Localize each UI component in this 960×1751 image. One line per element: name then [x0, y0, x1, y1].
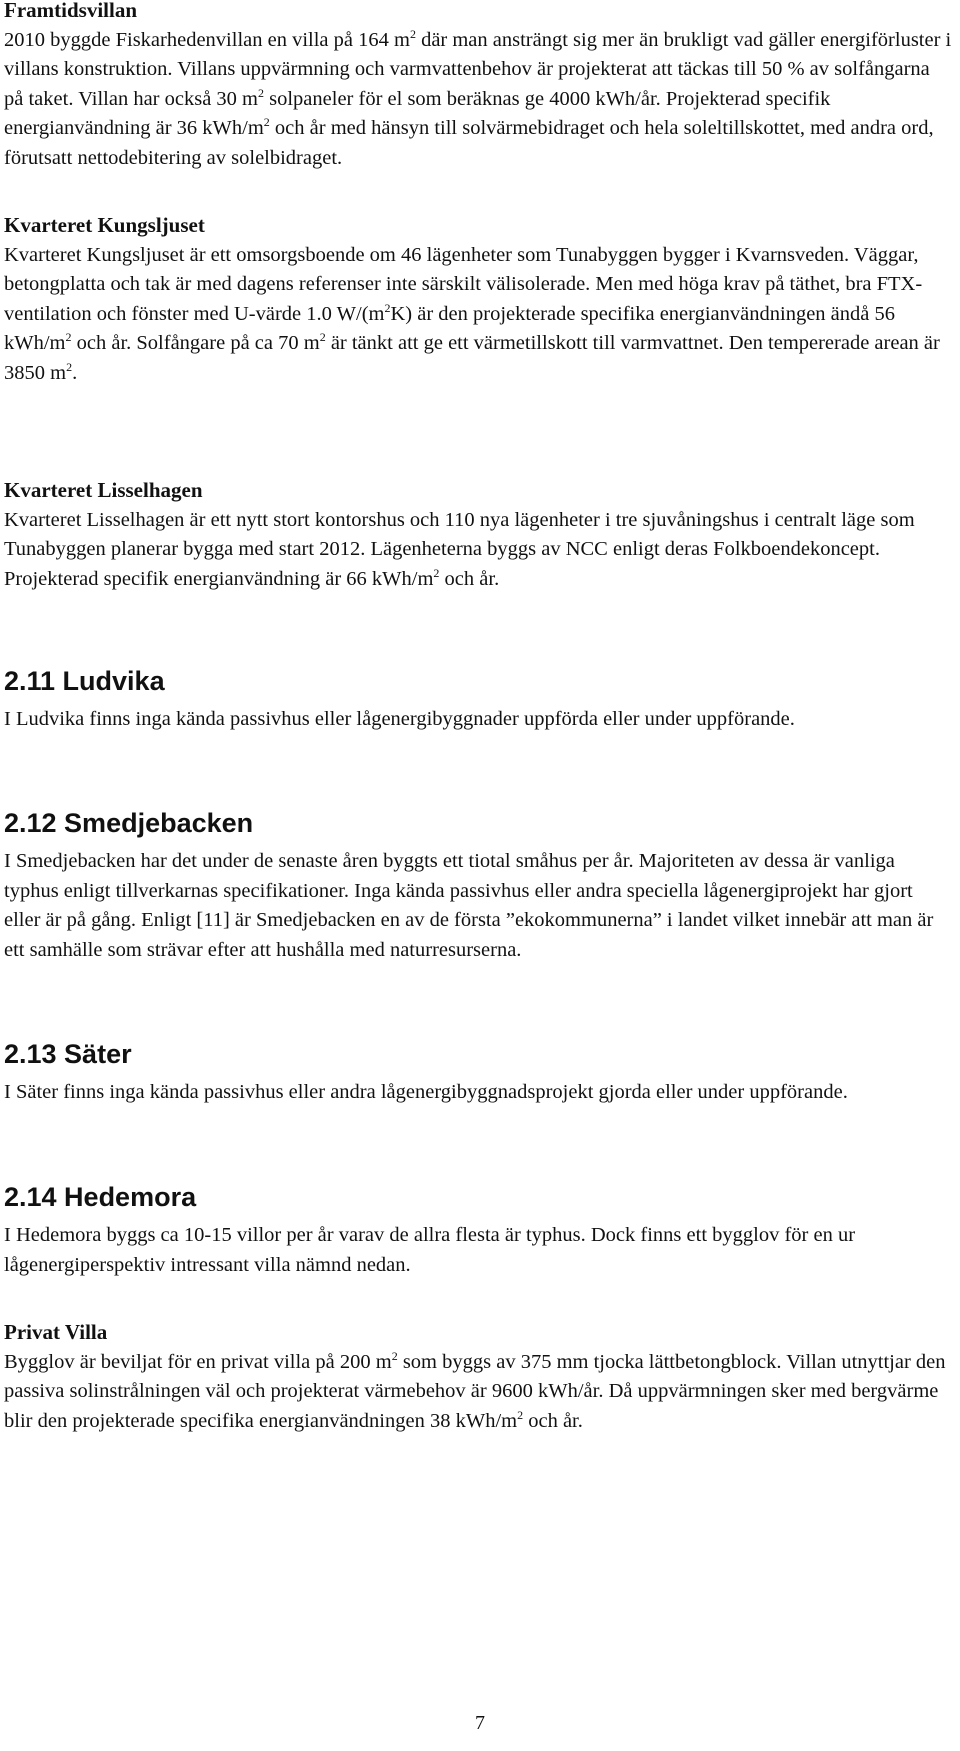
section-hedemora	[4, 1181, 952, 1280]
heading-lisselhagen: Kvarteret Lisselhagen	[4, 478, 203, 502]
paragraph-framtidsvillan	[4, 26, 952, 174]
superscript: 2	[433, 565, 440, 580]
section-lisselhagen	[4, 476, 952, 594]
heading-ludvika: 2.11 Ludvika	[4, 666, 165, 696]
text-run: som byggs av 375 mm tjocka lättbetongblock. Villan utnyttjar den passiva solinstrålningen väl och projekterat värmebehov är 9600 kWh/år. Då uppvärmningen sker med bergvärme blir den projekterade specifika energianvändningen 38 kWh/m	[4, 1350, 946, 1432]
paragraph-lisselhagen	[4, 506, 952, 595]
text-run: är tänkt att ge ett värmetillskott till varmvattnet. Den tempererade arean är 3850 m	[4, 332, 940, 384]
superscript: 2	[258, 85, 264, 100]
text-run: .	[72, 361, 78, 384]
superscript: 2	[409, 26, 416, 41]
heading-sater: 2.13 Säter	[4, 1039, 132, 1069]
text-run: där man ansträngt sig mer än brukligt vad gäller energiförluster i villans konstruktion. Villans uppvärmning och varmvattenbehov är projekterat att täckas till 50 % av solfångarna på taket. Villan har också 30 m	[4, 28, 952, 110]
heading-kungsljuset: Kvarteret Kungsljuset	[4, 213, 205, 237]
text-run: Kvarteret Kungsljuset är ett omsorgsboende om 46 lägenheter som Tunabyggen bygger i Kvarnsveden. Väggar, betongplatta och tak är med dagens referenser inte särskilt välisolerade. Men med höga krav på täthet, bra FTX-ventilation och fönster med U-värde 1.0 W/(m	[4, 243, 923, 325]
text-run: och år. Solfångare på ca 70 m	[71, 332, 320, 354]
text-run: och år.	[523, 1409, 583, 1432]
superscript: 2	[66, 359, 73, 374]
text-run: 2010 byggde Fiskarhedenvillan en villa på 164 m	[4, 28, 410, 51]
text-run: K) är den projekterade specifika energianvändningen ändå 56 kWh/m	[4, 302, 895, 354]
section-framtidsvillan	[4, 0, 952, 173]
section-ludvika	[4, 665, 952, 735]
text-run: Kvarteret Lisselhagen är ett nytt stort kontorshus och 110 nya lägenheter i tre sjuvåningshus i centralt läge som Tunabyggen planerar bygga med start 2012. Lägenheterna byggs av NCC enligt deras Folkboendekoncept. Projekterad specifik energianvändning är 66 kWh/m	[4, 508, 915, 590]
superscript: 2	[319, 330, 326, 344]
heading-hedemora: 2.14 Hedemora	[4, 1182, 197, 1212]
text-run: Bygglov är beviljat för en privat villa på 200 m	[4, 1350, 392, 1373]
superscript: 2	[391, 1348, 398, 1363]
text-run: Projekterad specifik energianvändning är 36 kWh/m	[4, 87, 831, 139]
section-privat-villa	[4, 1318, 952, 1436]
paragraph-smedjebacken: I Smedjebacken har det under de senaste åren byggts ett tiotal småhus per år. Majoriteten av dessa är vanliga typhus enligt tillverkarnas specifikationer. Inga kända passivhus eller andra speciella lågenergiprojekt har gjort eller är på gång. Enligt [11] är Smedjebacken en av de första ”ekokommunerna” i landet vilket innebär att man är ett samhälle som strävar efter att hushålla med naturresurserna.	[4, 850, 934, 961]
paragraph-ludvika: I Ludvika finns inga kända passivhus eller lågenergibyggnader uppförda eller under uppförande.	[4, 708, 795, 730]
section-smedjebacken	[4, 807, 952, 965]
heading-privat-villa: Privat Villa	[4, 1320, 108, 1344]
superscript: 2	[517, 1407, 524, 1422]
text-run: och år med hänsyn till solvärmebidraget och hela soleltillskottet, med andra ord, förutsatt nettodebitering av solelbidraget.	[4, 117, 934, 169]
paragraph-privat-villa	[4, 1348, 952, 1437]
paragraph-kungsljuset	[4, 241, 952, 389]
superscript: 2	[384, 300, 391, 315]
paragraph-sater: I Säter finns inga kända passivhus eller andra lågenergibyggnadsprojekt gjorda eller under uppförande.	[4, 1081, 848, 1103]
superscript: 2	[65, 330, 72, 344]
text-run: solpaneler för el som beräknas ge 4000 kWh/år.	[264, 87, 661, 110]
superscript: 2	[263, 115, 270, 129]
heading-smedjebacken: 2.12 Smedjebacken	[4, 808, 254, 838]
page-number: 7	[475, 1712, 485, 1734]
paragraph-hedemora: I Hedemora byggs ca 10-15 villor per år varav de allra flesta är typhus. Dock finns ett bygglov för en ur lågenergiperspektiv intressant villa nämnd nedan.	[4, 1224, 856, 1276]
section-kungsljuset	[4, 211, 952, 388]
text-run: och år.	[439, 567, 500, 590]
section-sater	[4, 1038, 952, 1108]
heading-framtidsvillan: Framtidsvillan	[4, 0, 138, 22]
